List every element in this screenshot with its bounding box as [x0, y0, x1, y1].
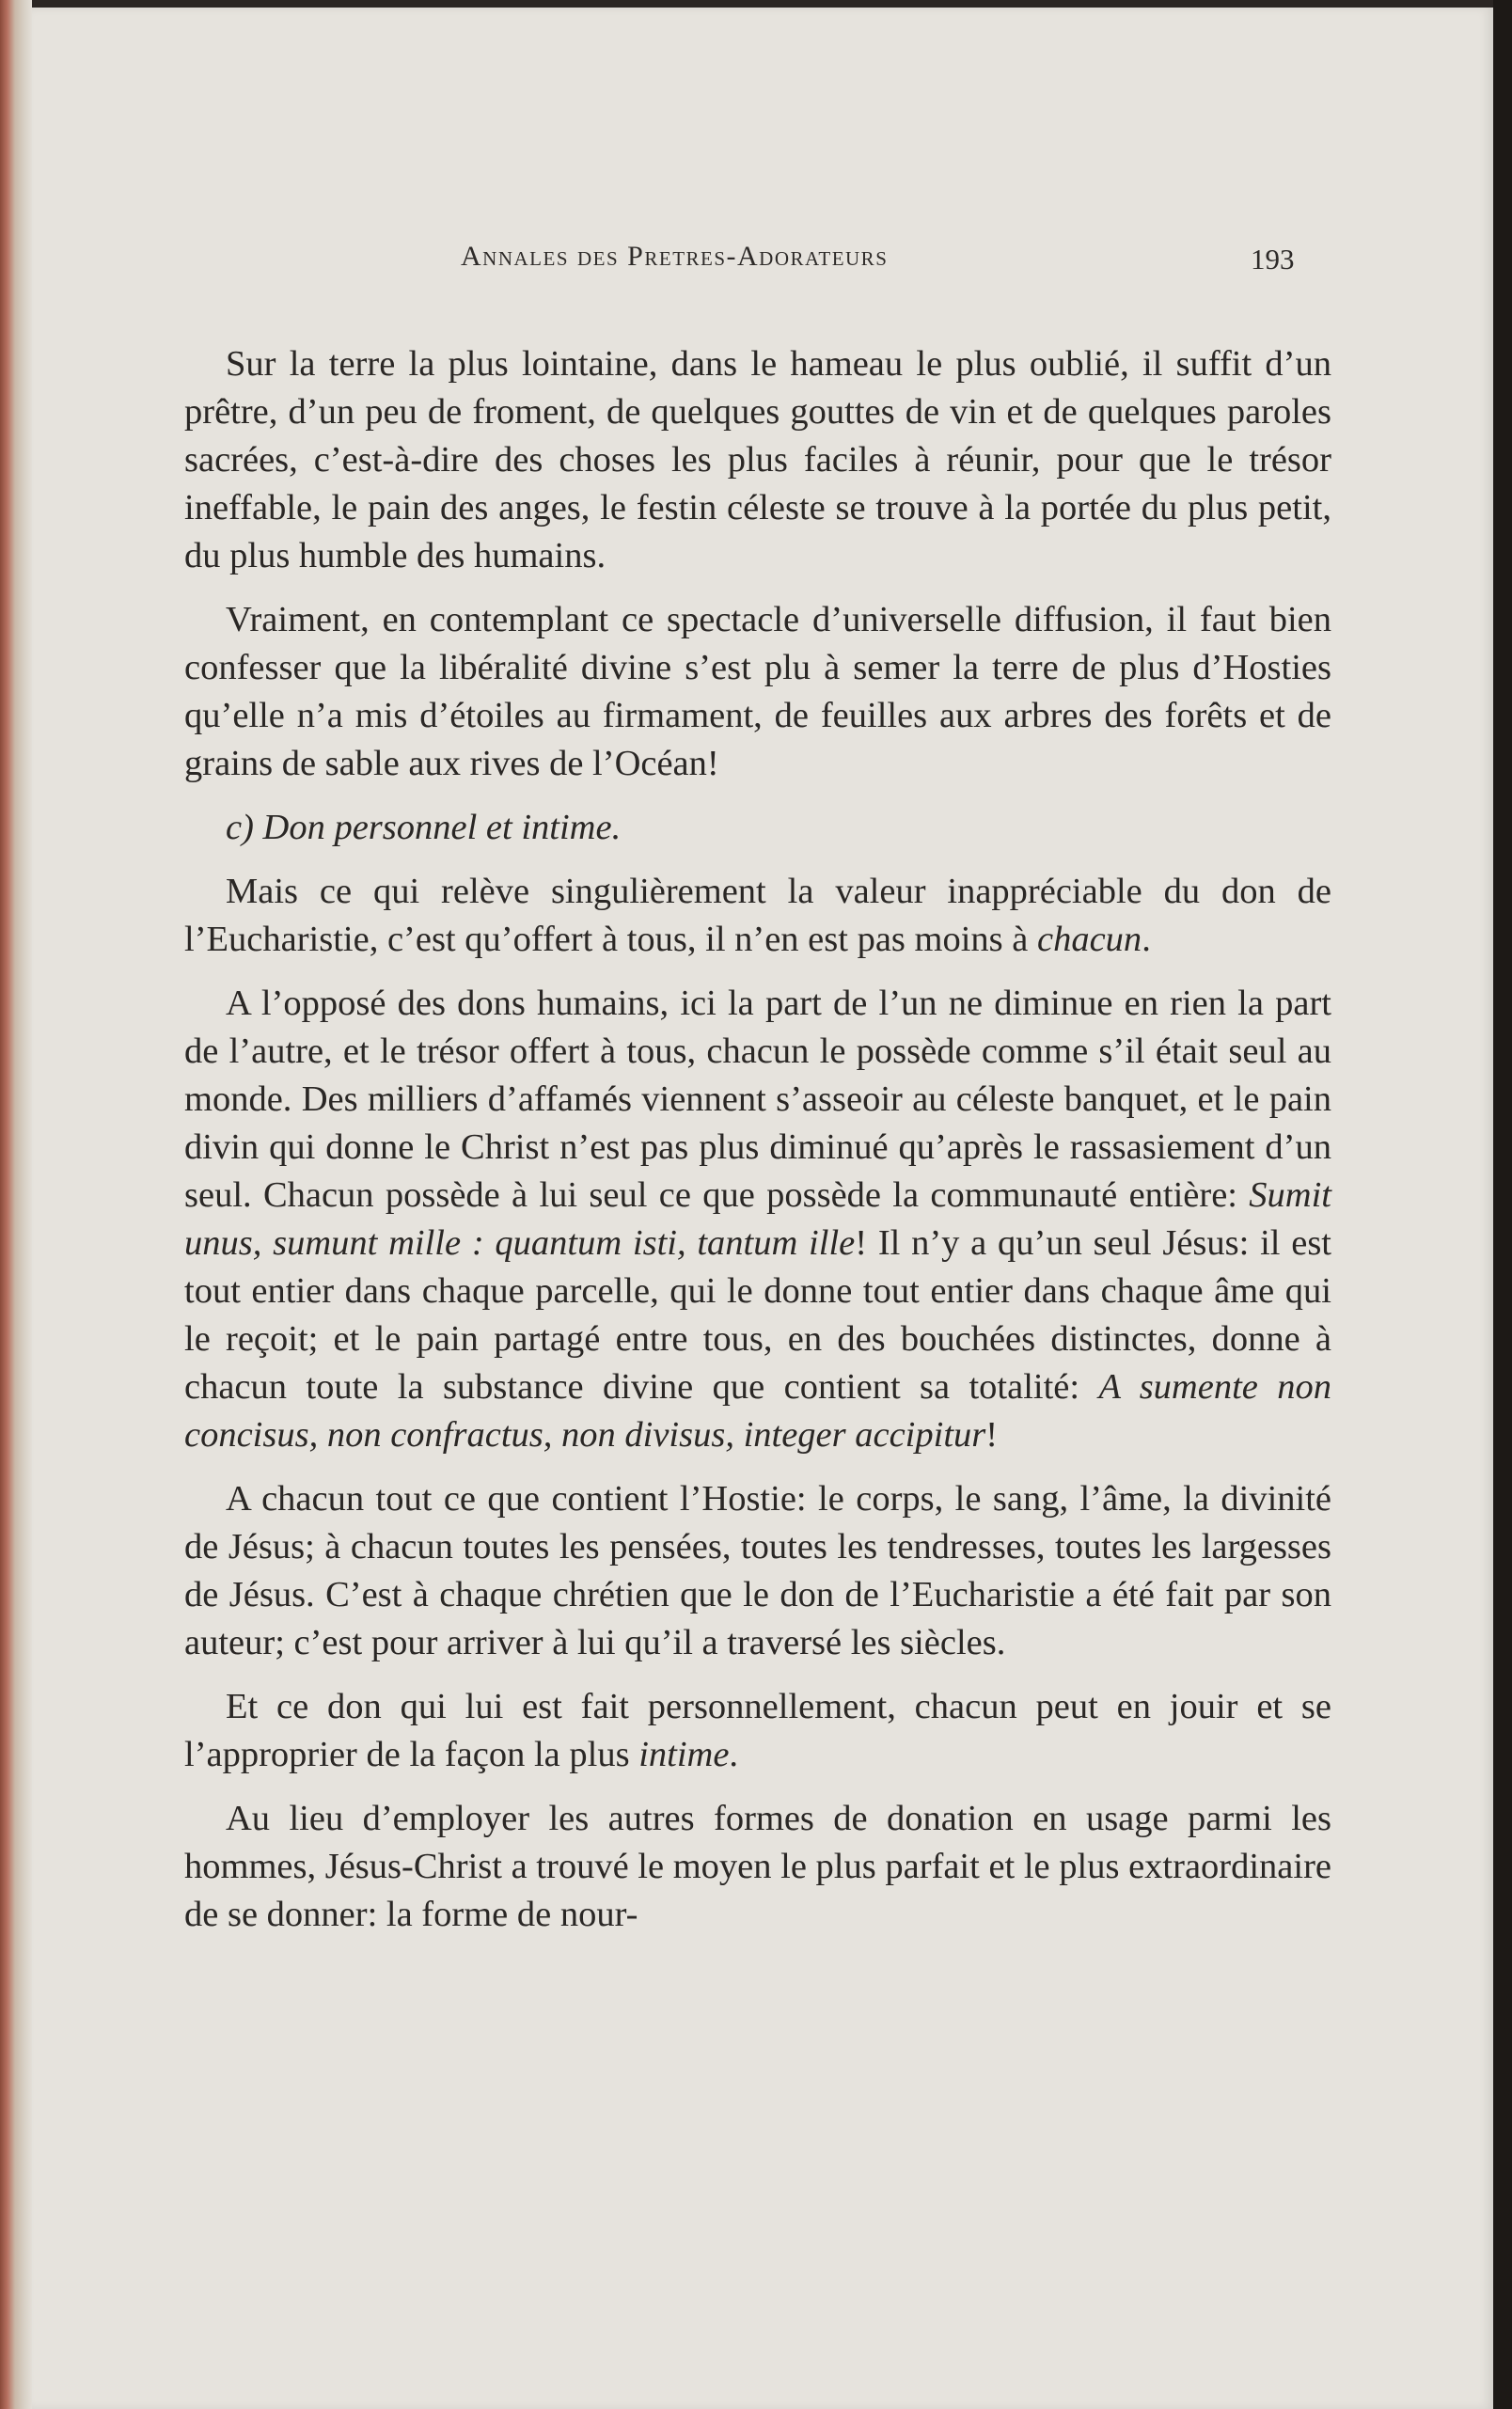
page-gutter: [0, 0, 32, 2409]
paragraph-2: Vraiment, en contemplant ce spectacle d’universelle diffusion, il faut bien confesser que la libéralité divine s’est plu à semer la terre de plus d’Hosties qu’elle n’a mis d’étoiles au firmament, de feuilles aux arbres des forêts et de grains de sable aux rives de l’Océan!: [184, 600, 1331, 783]
section-subheading-text: c) Don personnel et intime.: [226, 808, 622, 847]
paragraph-6: [184, 1683, 1331, 1779]
book-page: [32, 8, 1493, 2409]
body-text: [184, 340, 1331, 1955]
paragraph-4-latin-quote-1: Sumit unus, sumunt mille : quantum isti, tantum ille: [184, 1175, 1331, 1263]
paragraph-6-end: .: [729, 1735, 739, 1774]
paragraph-3-emphasis: chacun: [1037, 920, 1142, 959]
paragraph-3: [184, 868, 1331, 964]
paragraph-5: A chacun tout ce que contient l’Hostie: le corps, le sang, l’âme, la divinité de Jésus; à chacun toutes les pensées, toutes les tendresses, toutes les largesses de Jésus. C’est à chaque chrétien que le don de l’Eucharistie a été fait par son auteur; c’est pour arriver à lui qu’il a traversé les siècles.: [184, 1479, 1331, 1662]
scan-right-edge: [1493, 0, 1512, 2409]
paragraph-6-emphasis: intime: [638, 1735, 730, 1774]
page-number: 193: [1251, 243, 1295, 276]
paragraph-4-text-b: ! Il n’y a qu’un seul Jésus: il est tout entier dans chaque parcelle, qui le donne tout entier dans chaque âme qui le reçoit; et le pain partagé entre tous, en des bouchées distinctes, donne à chacun toute la substance divine que contient sa totalité:: [184, 1223, 1332, 1407]
paragraph-3-end: .: [1142, 920, 1151, 959]
paragraph-4-end: !: [985, 1415, 999, 1455]
page-header: [32, 241, 1493, 288]
section-subheading: [184, 804, 1331, 852]
running-title: Annales des Pretres-Adorateurs: [461, 241, 889, 272]
paragraph-4-latin-quote-2: A sumente non concisus, non confractus, non divisus, integer accipitur: [184, 1367, 1331, 1455]
paragraph-3-text: Mais ce qui relève singulièrement la valeur inappréciable du don de l’Eucharistie, c’est qu’offert à tous, il n’en est pas moins à: [184, 872, 1331, 959]
paragraph-7: Au lieu d’employer les autres formes de donation en usage parmi les hommes, Jésus-Christ a trouvé le moyen le plus parfait et le plus extraordinaire de se donner: la forme de nour-: [184, 1799, 1331, 1934]
paragraph-4: [184, 980, 1331, 1459]
paragraph-6-text: Et ce don qui lui est fait personnellement, chacun peut en jouir et se l’approprier de la façon la plus: [184, 1687, 1331, 1774]
paragraph-4-text-a: A l’opposé des dons humains, ici la part de l’un ne diminue en rien la part de l’autre, et le trésor offert à tous, chacun le possède comme s’il était seul au monde. Des milliers d’affamés viennent s’asseoir au céleste banquet, et le pain divin qui donne le Christ n’est pas plus diminué qu’après le rassasiement d’un seul. Chacun possède à lui seul ce que possède la communauté entière:: [184, 984, 1331, 1215]
paragraph-1: Sur la terre la plus lointaine, dans le hameau le plus oublié, il suffit d’un prêtre, d’un peu de froment, de quelques gouttes de vin et de quelques paroles sacrées, c’est-à-dire des choses les plus faciles à réunir, pour que le trésor ineffable, le pain des anges, le festin céleste se trouve à la portée du plus petit, du plus humble des humains.: [184, 344, 1331, 575]
